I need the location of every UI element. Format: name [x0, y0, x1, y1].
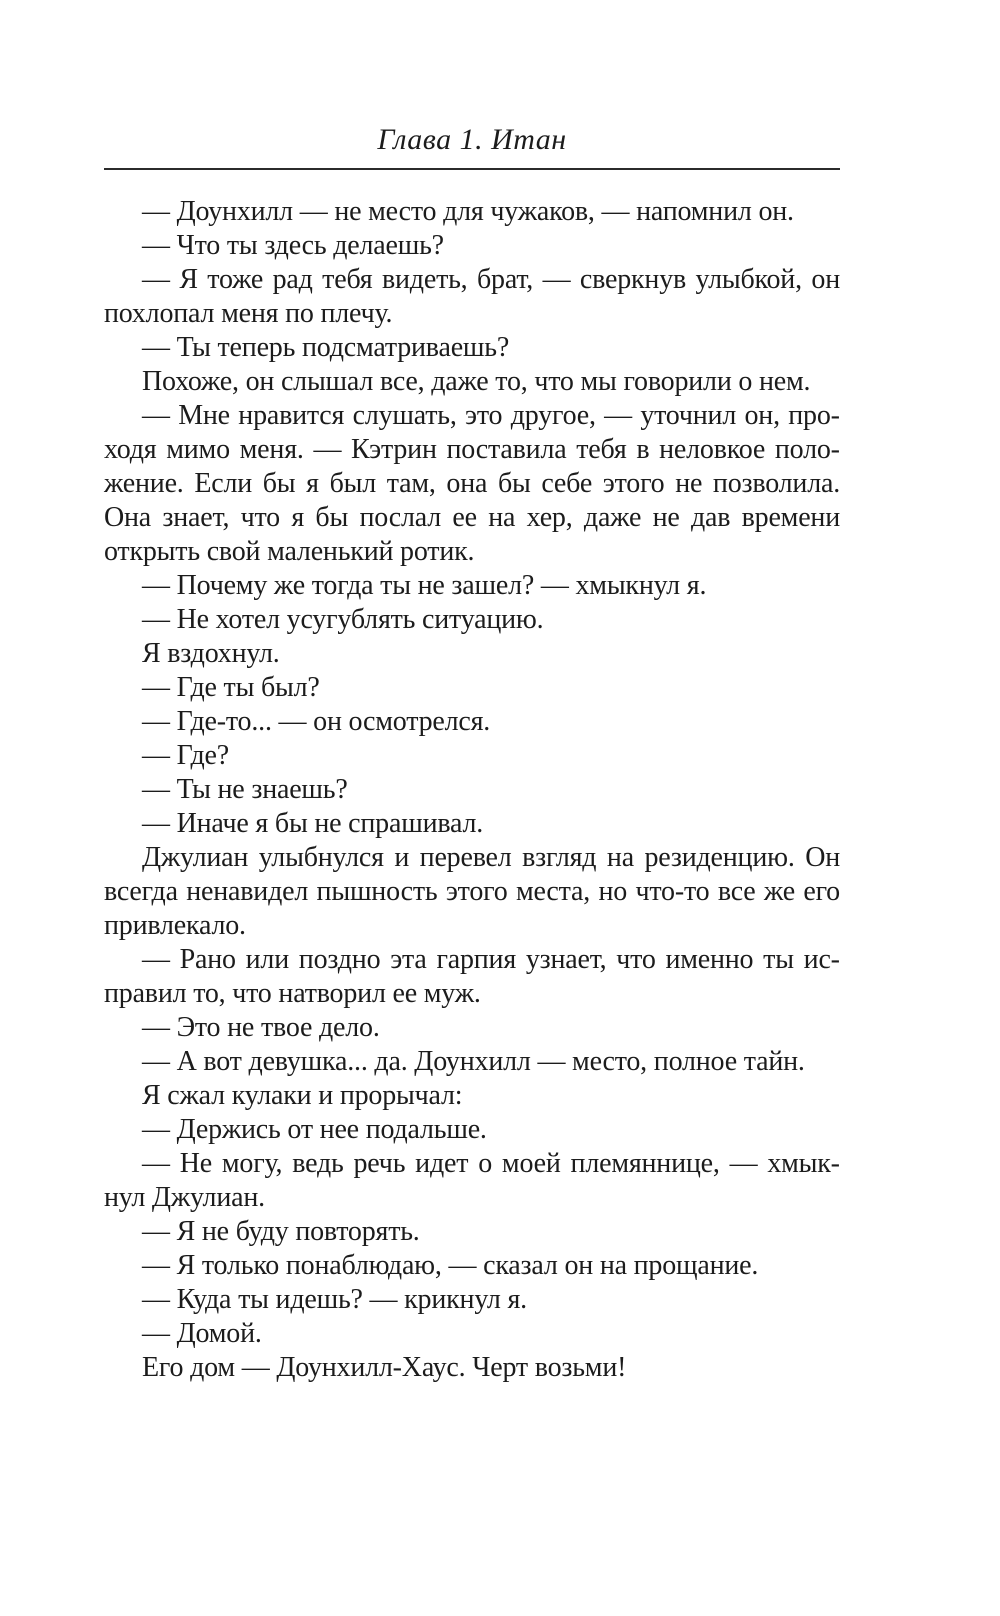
body-text — [104, 195, 840, 1385]
title-rule — [104, 168, 840, 170]
paragraph: Джулиан улыбнулся и перевел взгляд на резиденцию. Он всегда ненавидел пышность этого места, но что-то все же его привлекало. — [104, 842, 840, 941]
paragraph: — Почему же тогда ты не зашел? — хмыкнул я. — [142, 570, 707, 601]
paragraph: — Где-то... — он осмотрелся. — [142, 706, 491, 737]
paragraph: — Иначе я бы не спрашивал. — [142, 808, 484, 839]
paragraph: Я сжал кулаки и прорычал: — [142, 1080, 463, 1111]
paragraph: — Я тоже рад тебя видеть, брат, — сверкнув улыбкой, он похлопал меня по плечу. — [104, 264, 840, 329]
paragraph: — Ты теперь подсматриваешь? — [142, 332, 510, 363]
paragraph: — Доунхилл — не место для чужаков, — напомнил он. — [142, 196, 794, 227]
paragraph: Его дом — Доунхилл-Хаус. Черт возьми! — [142, 1352, 627, 1383]
chapter-title: Глава 1. Итан — [377, 123, 567, 156]
paragraph: — Домой. — [142, 1318, 262, 1349]
paragraph: — Держись от нее подальше. — [142, 1114, 487, 1145]
paragraph: Похоже, он слышал все, даже то, что мы говорили о нем. — [142, 366, 811, 397]
paragraph: — Я только понаблюдаю, — сказал он на прощание. — [142, 1250, 759, 1281]
paragraph: Я вздохнул. — [142, 638, 280, 669]
paragraph: — Ты не знаешь? — [142, 774, 348, 805]
paragraph: — Я не буду повторять. — [142, 1216, 420, 1247]
paragraph: — Где ты был? — [142, 672, 320, 703]
paragraph: — Что ты здесь делаешь? — [142, 230, 444, 261]
paragraph: — Не хотел усугублять ситуацию. — [142, 604, 544, 635]
paragraph: — Мне нравится слушать, это другое, — уточнил он, проходя мимо меня. — Кэтрин поставила тебя в неловкое положение. Если бы я был там, она бы себе этого не позволила. Она знает, что я бы послал ее на хер, даже не дав времени открыть свой маленький ротик. — [104, 400, 840, 567]
paragraph: — Рано или поздно эта гарпия узнает, что именно ты исправил то, что натворил ее муж. — [104, 944, 840, 1009]
paragraph: — Не могу, ведь речь идет о моей племяннице, — хмыкнул Джулиан. — [104, 1148, 840, 1213]
paragraph: — Куда ты идешь? — крикнул я. — [142, 1284, 527, 1315]
paragraph: — Это не твое дело. — [142, 1012, 380, 1043]
paragraph: — А вот девушка... да. Доунхилл — место, полное тайн. — [142, 1046, 805, 1077]
paragraph: — Где? — [142, 740, 229, 771]
